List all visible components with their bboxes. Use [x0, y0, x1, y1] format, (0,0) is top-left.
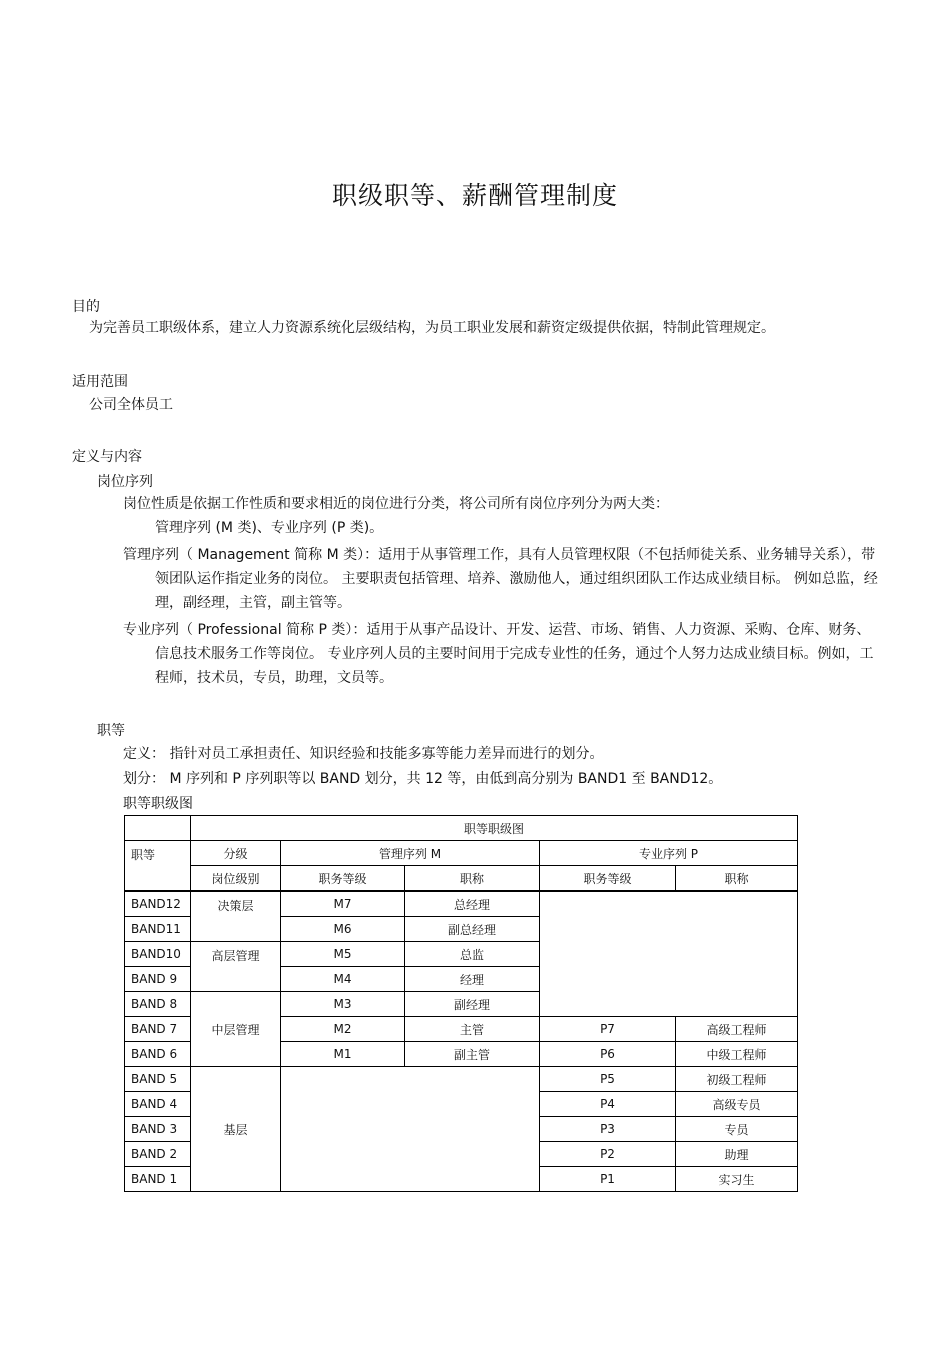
m-empty-area — [281, 1067, 540, 1192]
p-title-cell: 中级工程师 — [676, 1042, 798, 1067]
header-p-series: 专业序列 P — [540, 841, 798, 866]
band-cell: BAND 1 — [125, 1167, 191, 1192]
position-series-intro: 岗位性质是依据工作性质和要求相近的岗位进行分类，将公司所有岗位序列分为两大类： — [123, 496, 669, 512]
band-cell: BAND 8 — [125, 992, 191, 1017]
m-rank-cell: M2 — [281, 1017, 405, 1042]
p-title-cell: 高级专员 — [676, 1092, 798, 1117]
p-rank-cell: P6 — [540, 1042, 676, 1067]
band-cell: BAND 7 — [125, 1017, 191, 1042]
grade-division: 划分： M 序列和 P 序列职等以 BAND 划分，共 12 等，由低到高分别为 BAND1 至 BAND12。 — [123, 771, 723, 787]
p-title-cell: 初级工程师 — [676, 1067, 798, 1092]
p-title-cell: 专员 — [676, 1117, 798, 1142]
p-title-cell: 实习生 — [676, 1167, 798, 1192]
grade-heading: 职等 — [97, 723, 125, 739]
header-level: 分级 — [191, 841, 281, 866]
m-series-description: 管理序列（ Management 简称 M 类）：适用于从事管理工作，具有人员管理权限（不包括师徒关系、业务辅导关系），带领团队运作指定业务的岗位。 主要职责包括管理、培养、激励他人，通过组织团队工作达成业绩目标。 例如总监，经理，副经理，主管，副主管等。 — [123, 547, 878, 611]
p-empty-area — [540, 891, 798, 1017]
table-corner-cell — [125, 816, 191, 841]
m-title-cell: 主管 — [405, 1017, 540, 1042]
p-rank-cell: P4 — [540, 1092, 676, 1117]
level-cell: 基层 — [191, 1067, 281, 1192]
m-rank-cell: M1 — [281, 1042, 405, 1067]
band-cell: BAND10 — [125, 942, 191, 967]
band-cell: BAND 3 — [125, 1117, 191, 1142]
band-cell: BAND 9 — [125, 967, 191, 992]
band-cell: BAND 6 — [125, 1042, 191, 1067]
scope-text: 公司全体员工 — [89, 397, 173, 413]
p-rank-cell: P2 — [540, 1142, 676, 1167]
p-title-cell: 高级工程师 — [676, 1017, 798, 1042]
m-rank-cell: M6 — [281, 917, 405, 942]
grade-chart-label: 职等职级图 — [123, 796, 193, 812]
header-grade: 职等 — [125, 841, 191, 892]
position-series-list: 管理序列 (M 类)、专业序列 (P 类)。 — [155, 520, 384, 536]
p-series-description: 专业序列（ Professional 简称 P 类）：适用于从事产品设计、开发、运营、市场、销售、人力资源、采购、仓库、财务、信息技术服务工作等岗位。 专业序列人员的主要时间用于完成专业性的任务，通过个人努力达成业绩目标。例如，工程师，技术员，专员，助理，文员等。 — [123, 622, 874, 686]
p-rank-cell: P3 — [540, 1117, 676, 1142]
band-cell: BAND 2 — [125, 1142, 191, 1167]
m-rank-cell: M7 — [281, 891, 405, 917]
m-rank-cell: M4 — [281, 967, 405, 992]
header-m-series: 管理序列 M — [281, 841, 540, 866]
p-title-cell: 助理 — [676, 1142, 798, 1167]
m-rank-cell: M3 — [281, 992, 405, 1017]
band-cell: BAND 4 — [125, 1092, 191, 1117]
m-title-cell: 总监 — [405, 942, 540, 967]
page-title: 职级职等、薪酬管理制度 — [331, 181, 618, 210]
m-title-cell: 副总经理 — [405, 917, 540, 942]
level-cell: 中层管理 — [191, 992, 281, 1067]
p-rank-cell: P5 — [540, 1067, 676, 1092]
header-p-rank: 职务等级 — [540, 866, 676, 892]
m-title-cell: 总经理 — [405, 891, 540, 917]
scope-heading: 适用范围 — [72, 374, 128, 390]
level-cell: 决策层 — [191, 891, 281, 942]
grade-level-table — [124, 815, 798, 1192]
m-title-cell: 副主管 — [405, 1042, 540, 1067]
p-rank-cell: P1 — [540, 1167, 676, 1192]
p-rank-cell: P7 — [540, 1017, 676, 1042]
m-title-cell: 副经理 — [405, 992, 540, 1017]
position-series-heading: 岗位序列 — [97, 474, 153, 490]
definition-heading: 定义与内容 — [72, 449, 142, 465]
header-m-rank: 职务等级 — [281, 866, 405, 892]
level-cell: 高层管理 — [191, 942, 281, 992]
header-p-title: 职称 — [676, 866, 798, 892]
purpose-heading: 目的 — [72, 299, 100, 315]
m-rank-cell: M5 — [281, 942, 405, 967]
header-m-title: 职称 — [405, 866, 540, 892]
band-cell: BAND12 — [125, 891, 191, 917]
grade-definition: 定义： 指针对员工承担责任、知识经验和技能多寡等能力差异而进行的划分。 — [123, 746, 604, 762]
purpose-text: 为完善员工职级体系，建立人力资源系统化层级结构，为员工职业发展和薪资定级提供依据，特制此管理规定。 — [89, 320, 775, 336]
band-cell: BAND 5 — [125, 1067, 191, 1092]
m-title-cell: 经理 — [405, 967, 540, 992]
header-post-level: 岗位级别 — [191, 866, 281, 892]
table-caption: 职等职级图 — [191, 816, 798, 841]
band-cell: BAND11 — [125, 917, 191, 942]
